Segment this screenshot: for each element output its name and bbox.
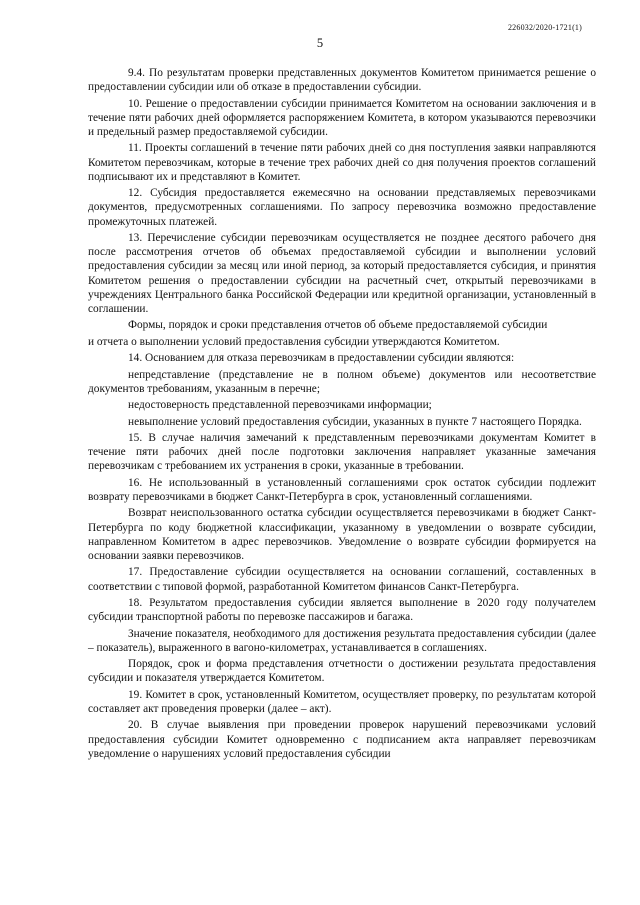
paragraph-18: 18. Результатом предоставления субсидии является выполнение в 2020 году получателем субсидии транспортной работы по перевозке пассажиров и багажа. (88, 596, 596, 624)
paragraph-14-item-2: недостоверность представленной перевозчиками информации; (128, 399, 432, 412)
paragraph-18-reporting: Порядок, срок и форма представления отчетности о достижении результата предоставления субсидии и показателя утверждается Комитетом. (88, 658, 596, 685)
paragraph-11: 11. Проекты соглашений в течение пяти рабочих дней со дня поступления заявки направляются Комитетом перевозчикам, которые в течение трех рабочих дней со дня получения проектов соглашений подписывают их и представляют в Комитет. (88, 142, 596, 183)
paragraph-9-4: 9.4. По результатам проверки представленных документов Комитетом принимается решение о предоставлении субсидии или об отказе в предоставлении субсидии. (88, 67, 596, 94)
paragraph-20: 20. В случае выявления при проведении проверок нарушений перевозчиками условий предоставления субсидии Комитет одновременно с подписанием акта направляет перевозчикам уведомление о нарушениях условий предоставления субсидии (88, 719, 596, 760)
paragraph-13-forms-cont: и отчета о выполнении условий предоставления субсидии утверждаются Комитетом. (88, 335, 500, 348)
paragraph-12: 12. Субсидия предоставляется ежемесячно на основании представляемых перевозчиками документов, предусмотренных соглашениями. По запросу перевозчика возможно предоставление промежуточных платежей. (88, 187, 596, 228)
document-body (88, 66, 596, 763)
paragraph-17: 17. Предоставление субсидии осуществляется на основании соглашений, составленных в соответствии с типовой формой, разработанной Комитетом финансов Санкт-Петербурга. (88, 566, 596, 593)
paragraph-15: 15. В случае наличия замечаний к представленным перевозчиками документам Комитет в течение пяти рабочих дней после подготовки заключения направляет указанные замечания перевозчикам с требованием их устранения в сроки, указанные в требовании. (88, 431, 596, 473)
paragraph-16-return: Возврат неиспользованного остатка субсидии осуществляется перевозчиками в бюджет Санкт-Петербурга по коду бюджетной классификации, указанному в уведомлении о возврате субсидии, направленном Комитетом в адрес перевозчиков. Уведомление о возврате субсидии формируется на основании заявки перевозчиков. (88, 507, 596, 562)
paragraph-13: 13. Перечисление субсидии перевозчикам осуществляется не позднее десятого рабочего дня после рассмотрения отчетов об объемах предоставляемой субсидии и выполнении условий предоставления субсидии за месяц или иной период, за который предоставляется субсидия, и принятия Комитетом решения о предоставлении субсидии на расчетный счет, открытый перевозчиками в учреждениях Центрального банка Российской Федерации или кредитной организации, установленный в соглашении. (88, 231, 596, 315)
paragraph-14-item-3: невыполнение условий предоставления субсидии, указанных в пункте 7 настоящего Порядка. (128, 415, 582, 428)
document-code: 226032/2020-1721(1) (507, 23, 582, 32)
paragraph-13-forms: Формы, порядок и сроки представления отчетов об объеме предоставляемой субсидии (128, 319, 548, 332)
paragraph-18-indicator: Значение показателя, необходимого для достижения результата предоставления субсидии (далее – показатель), выраженного в вагоно-километрах, устанавливается в соглашениях. (88, 627, 596, 654)
page-number: 5 (316, 36, 324, 50)
paragraph-19: 19. Комитет в срок, установленный Комитетом, осуществляет проверку, по результатам которой составляет акт проведения проверки (далее – акт). (88, 688, 596, 715)
paragraph-14-item-1: непредставление (представление не в полном объеме) документов или несоответствие документов требованиям, указанным в перечне; (88, 368, 596, 395)
paragraph-16: 16. Не использованный в установленный соглашениями срок остаток субсидии подлежит возврату перевозчиками в бюджет Санкт-Петербурга в срок, установленный соглашениями. (88, 476, 596, 503)
paragraph-14: 14. Основанием для отказа перевозчикам в предоставлении субсидии являются: (128, 352, 515, 365)
paragraph-10: 10. Решение о предоставлении субсидии принимается Комитетом на основании заключения и в течение пяти рабочих дней оформляется распоряжением Комитета, в котором указываются перевозчики и предельный размер предоставляемой субсидии. (88, 97, 596, 138)
